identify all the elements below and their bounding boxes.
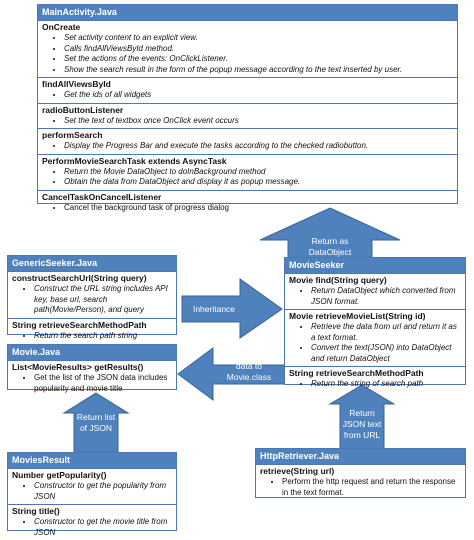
movie-title: Movie.Java: [8, 345, 176, 360]
method-description-item: • Set the text of textbox once OnClick event occurs: [64, 116, 453, 127]
method-description-item: • Show the search result in the form of the popup message according to the text inserted by user.: [64, 65, 453, 76]
movie-box: [7, 344, 177, 393]
main-activity-title: MainActivity.Java: [38, 5, 457, 20]
main-activity-section: [38, 20, 457, 77]
arrow-label-return-dataobject: Return as DataObject: [308, 236, 352, 257]
method-description-list: [42, 167, 453, 188]
method-name: CancelTaskOnCancelListener: [42, 191, 162, 202]
method-description-list: [289, 286, 461, 307]
main-activity-section: [38, 103, 457, 129]
method-description-item: • Return DataObject which converted from JSON format.: [311, 286, 461, 307]
movie-seeker-title: MovieSeeker: [285, 258, 465, 273]
method-description-list: [12, 284, 172, 316]
method-name: Movie retrieveMovieList(String id): [289, 311, 426, 321]
method-name: Number getPopularity(): [12, 470, 107, 480]
http-retriever-box: [255, 448, 466, 498]
method-description-item: • Calls findAllViewsById method.: [64, 44, 453, 55]
main-activity-section: [38, 77, 457, 103]
method-description-list: [12, 481, 172, 502]
method-name: constructSearchUrl(String query): [12, 273, 147, 283]
method-description-item: • Convert the text(JSON) into DataObject and return DataObject: [311, 343, 461, 364]
movies-result-section: [8, 468, 176, 504]
generic-seeker-box: [7, 255, 177, 340]
main-activity-section: [38, 154, 457, 190]
method-description-item: • Construct the URL string includes API key, base url, search path(Movie/Person), and query: [34, 284, 172, 316]
main-activity-box: [37, 4, 458, 212]
movie-seeker-section: [285, 366, 465, 392]
method-description-item: • Cancel the background task of progress dialog: [64, 203, 453, 214]
method-description-list: [289, 379, 461, 390]
movie-seeker-section: [285, 273, 465, 309]
method-name: String title(): [12, 506, 60, 516]
method-description-list: [260, 477, 461, 498]
movie-section: [8, 360, 176, 396]
method-description-item: • Return the search path string: [34, 331, 172, 342]
http-retriever-title: HttpRetriever.Java: [256, 449, 465, 464]
arrow-label-return-json-text: Return JSON text from URL: [342, 408, 382, 440]
http-retriever-section: [256, 464, 465, 500]
arrow-label-return-list-json: Return list of JSON: [76, 412, 116, 433]
method-name: retrieve(String url): [260, 466, 335, 476]
method-name: PerformMovieSearchTask extends AsyncTask: [42, 155, 227, 166]
method-description-item: • Get the list of the JSON data includes popularity and movie title: [34, 373, 172, 394]
method-description-list: [42, 116, 453, 127]
generic-seeker-title: GenericSeeker.Java: [8, 256, 176, 271]
method-description-list: [42, 141, 453, 152]
method-description-list: [12, 331, 172, 342]
method-name: radioButtonListener: [42, 104, 124, 115]
method-description-list: [42, 90, 453, 101]
generic-seeker-section: [8, 318, 176, 344]
method-name: String retrieveSearchMethodPath: [289, 368, 424, 378]
method-description-list: [289, 322, 461, 364]
movie-seeker-box: [284, 257, 466, 388]
method-description-item: • Get the ids of all widgets: [64, 90, 453, 101]
method-description-item: • Return the Movie DataObject to doInBackground method: [64, 167, 453, 178]
main-activity-section: [38, 190, 457, 216]
method-name: List<MovieResults> getResults(): [12, 362, 144, 372]
main-activity-section: [38, 128, 457, 154]
arrow-label-map-json: Map the JSON data to Movie.class: [221, 350, 277, 382]
movie-seeker-section: [285, 309, 465, 366]
method-name: performSearch: [42, 130, 103, 140]
method-description-item: • Display the Progress Bar and execute the tasks according to the checked radiobutton.: [64, 141, 453, 152]
method-description-item: • Set the actions of the events: OnClickListener.: [64, 54, 453, 65]
movies-result-section: [8, 504, 176, 540]
method-name: Movie find(String query): [289, 275, 387, 285]
method-description-item: • Perform the http request and return the response in the text format.: [282, 477, 461, 498]
method-description-item: • Constructor to get the movie title from JSON: [34, 517, 172, 538]
method-description-item: • Obtain the data from DataObject and display it as popup message.: [64, 177, 453, 188]
method-description-item: • Retrieve the data from url and return it as a text format.: [311, 322, 461, 343]
movies-result-box: [7, 452, 177, 537]
method-description-list: [42, 203, 453, 214]
method-name: OnCreate: [42, 22, 81, 32]
method-description-item: • Return the string of search path: [311, 379, 461, 390]
method-description-list: [12, 373, 172, 394]
method-description-list: [12, 517, 172, 538]
method-name: String retrieveSearchMethodPath: [12, 319, 147, 330]
generic-seeker-section: [8, 271, 176, 318]
method-description-item: • Constructor to get the popularity from JSON: [34, 481, 172, 502]
arrow-label-inheritance: Inheritance: [192, 304, 236, 314]
movies-result-title: MoviesResult: [8, 453, 176, 468]
method-description-item: • Set activity content to an explicit view.: [64, 33, 453, 44]
method-name: findAllViewsById: [42, 79, 111, 89]
method-description-list: [42, 33, 453, 75]
